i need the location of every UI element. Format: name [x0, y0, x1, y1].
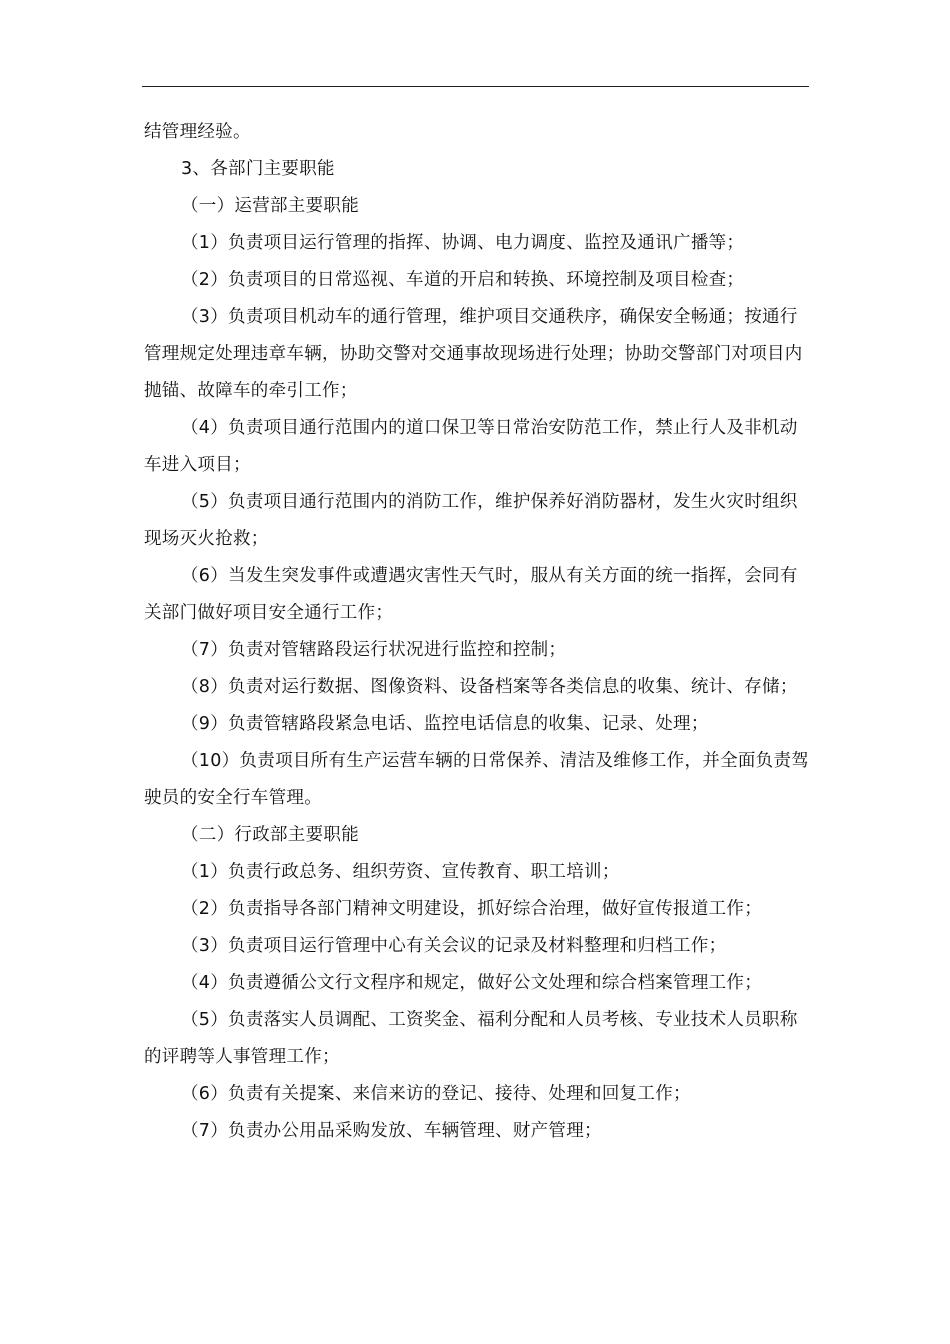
list-item: （3）负责项目机动车的通行管理，维护项目交通秩序，确保安全畅通；按通行管理规定处理违章车辆，协助交警对交通事故现场进行处理；协助交警部门对项目内抛锚、故障车的牵引工作； [144, 307, 803, 401]
subsection-heading: （二）行政部主要职能 [181, 825, 359, 845]
list-item: （7）负责办公用品采购发放、车辆管理、财产管理； [181, 1121, 602, 1141]
list-item: （8）负责对运行数据、图像资料、设备档案等各类信息的收集、统计、存储； [181, 677, 798, 697]
document-body [144, 114, 810, 1150]
list-item: （6）负责有关提案、来信来访的登记、接待、处理和回复工作； [181, 1084, 691, 1104]
list-item: （9）负责管辖路段紧急电话、监控电话信息的收集、记录、处理； [181, 714, 709, 734]
list-item: （1）负责行政总务、组织劳资、宣传教育、职工培训； [181, 862, 620, 882]
list-item: （2）负责指导各部门精神文明建设，抓好综合治理，做好宣传报道工作； [181, 899, 763, 919]
list-item: （5）负责项目通行范围内的消防工作，维护保养好消防器材，发生火灾时组织现场灭火抢救； [144, 492, 798, 549]
list-item: （10）负责项目所有生产运营车辆的日常保养、清洁及维修工作，并全面负责驾驶员的安全行车管理。 [144, 751, 810, 808]
section-heading: 3、各部门主要职能 [181, 159, 335, 179]
list-item: （1）负责项目运行管理的指挥、协调、电力调度、监控及通讯广播等； [181, 233, 745, 253]
list-item: （3）负责项目运行管理中心有关会议的记录及材料整理和归档工作； [181, 936, 727, 956]
list-item: （6）当发生突发事件或遭遇灾害性天气时，服从有关方面的统一指挥，会同有关部门做好项目安全通行工作； [144, 566, 798, 623]
list-item: （5）负责落实人员调配、工资奖金、福利分配和人员考核、专业技术人员职称的评聘等人事管理工作； [144, 1010, 798, 1067]
list-item: （4）负责项目通行范围内的道口保卫等日常治安防范工作，禁止行人及非机动车进入项目； [144, 418, 798, 475]
header-rule [142, 86, 809, 87]
paragraph: 结管理经验。 [144, 122, 251, 142]
list-item: （7）负责对管辖路段运行状况进行监控和控制； [181, 640, 567, 660]
list-item: （4）负责遵循公文行文程序和规定，做好公文处理和综合档案管理工作； [181, 973, 763, 993]
subsection-heading: （一）运营部主要职能 [181, 196, 359, 216]
list-item: （2）负责项目的日常巡视、车道的开启和转换、环境控制及项目检查； [181, 270, 745, 290]
